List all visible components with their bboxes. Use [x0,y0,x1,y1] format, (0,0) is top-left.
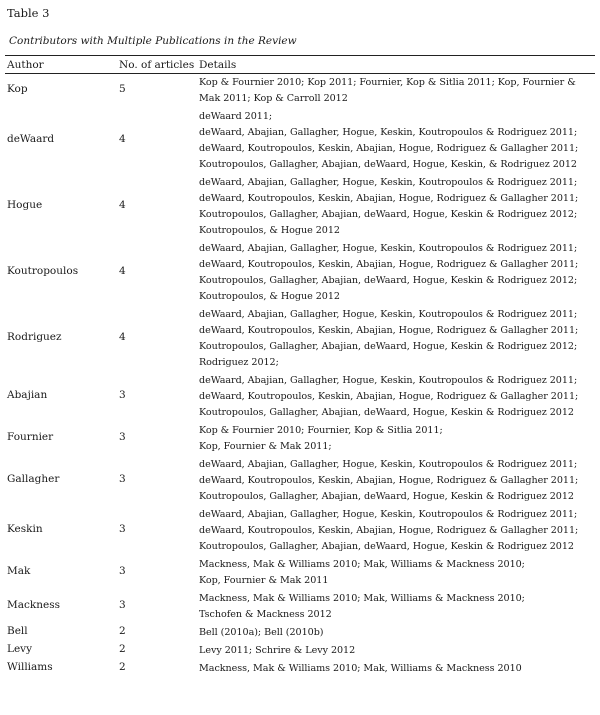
author-cell: Levy [7,643,33,655]
table-row [0,591,600,625]
table-row [0,109,600,175]
table-row [0,75,600,109]
details-line: Rodriguez 2012; [199,357,279,368]
details-line: deWaard 2011; [199,111,273,122]
details-line: deWaard, Koutropoulos, Keskin, Abajian, Hogue, Rodriguez & Gallagher 2011; [199,475,579,486]
details-cell [199,507,578,555]
author-cell: Williams [7,661,53,673]
details-line: deWaard, Abajian, Gallagher, Hogue, Keskin, Koutropoulos & Rodriguez 2011; [199,509,578,520]
details-line: Koutropoulos, Gallagher, Abajian, deWaard, Hogue, Keskin & Rodriguez 2012 [199,541,574,552]
table-row [0,643,600,661]
details-line: Koutropoulos, Gallagher, Abajian, deWaard, Hogue, Keskin & Rodriguez 2012; [199,341,578,352]
author-cell: Mak [7,565,31,577]
author-cell: deWaard [7,133,55,145]
details-line: Mackness, Mak & Williams 2010; Mak, Williams & Mackness 2010; [199,593,525,604]
table-row [0,241,600,307]
details-cell [199,241,578,305]
author-cell: Mackness [7,599,61,611]
article-count-cell: 4 [119,133,126,145]
author-cell: Abajian [7,389,48,401]
table-caption: Contributors with Multiple Publications in the Review [9,35,297,47]
author-cell: Rodriguez [7,331,62,343]
details-line: Mackness, Mak & Williams 2010; Mak, Williams & Mackness 2010 [199,663,522,674]
details-cell [199,75,576,107]
details-line: Bell (2010a); Bell (2010b) [199,627,324,638]
article-count-cell: 3 [119,565,126,577]
details-line: Tschofen & Mackness 2012 [199,609,332,620]
article-count-cell: 3 [119,473,126,485]
details-cell [199,625,323,641]
table-row [0,661,600,679]
column-header-details: Details [199,59,237,71]
details-line: Kop, Fournier & Mak 2011 [199,575,329,586]
table-header-rule [5,73,595,74]
table-row [0,457,600,507]
author-cell: Fournier [7,431,54,443]
author-cell: Hogue [7,199,43,211]
article-count-cell: 2 [119,643,126,655]
details-line: Kop & Fournier 2010; Kop 2011; Fournier, Kop & Sitlia 2011; Kop, Fournier & [199,77,576,88]
article-count-cell: 3 [119,431,126,443]
details-line: Koutropoulos, Gallagher, Abajian, deWaard, Hogue, Keskin & Rodriguez 2012 [199,407,574,418]
details-cell [199,591,525,623]
details-cell [199,307,578,371]
details-line: deWaard, Koutropoulos, Keskin, Abajian, Hogue, Rodriguez & Gallagher 2011; [199,325,579,336]
article-count-cell: 2 [119,625,126,637]
details-line: deWaard, Koutropoulos, Keskin, Abajian, Hogue, Rodriguez & Gallagher 2011; [199,193,579,204]
details-cell [199,175,578,239]
details-line: Mackness, Mak & Williams 2010; Mak, Williams & Mackness 2010; [199,559,525,570]
details-cell [199,373,578,421]
column-header-author: Author [7,59,44,71]
details-line: deWaard, Abajian, Gallagher, Hogue, Keskin, Koutropoulos & Rodriguez 2011; [199,177,578,188]
article-count-cell: 4 [119,331,126,343]
details-line: deWaard, Koutropoulos, Keskin, Abajian, Hogue, Rodriguez & Gallagher 2011; [199,391,579,402]
author-cell: Keskin [7,523,43,535]
table-row [0,423,600,457]
article-count-cell: 4 [119,199,126,211]
author-cell: Gallagher [7,473,60,485]
table-row [0,507,600,557]
details-cell [199,661,522,677]
table-row [0,625,600,643]
details-line: deWaard, Koutropoulos, Keskin, Abajian, Hogue, Rodriguez & Gallagher 2011; [199,525,579,536]
table-row [0,307,600,373]
table-label: Table 3 [7,6,50,20]
details-line: Levy 2011; Schrire & Levy 2012 [199,645,356,656]
details-line: Koutropoulos, Gallagher, Abajian, deWaard, Hogue, Keskin & Rodriguez 2012; [199,275,578,286]
details-cell [199,109,578,173]
author-cell: Kop [7,83,28,95]
details-line: Koutropoulos, Gallagher, Abajian, deWaard, Hogue, Keskin, & Rodriguez 2012 [199,159,577,170]
table-top-rule [5,55,595,56]
details-line: Koutropoulos, Gallagher, Abajian, deWaard, Hogue, Keskin & Rodriguez 2012 [199,491,574,502]
table-row [0,373,600,423]
column-header-count: No. of articles [119,59,195,71]
details-line: deWaard, Abajian, Gallagher, Hogue, Keskin, Koutropoulos & Rodriguez 2011; [199,459,578,470]
table-row [0,175,600,241]
article-count-cell: 2 [119,661,126,673]
details-line: Kop, Fournier & Mak 2011; [199,441,332,452]
details-line: Koutropoulos, & Hogue 2012 [199,291,340,302]
details-cell [199,423,443,455]
details-line: deWaard, Abajian, Gallagher, Hogue, Keskin, Koutropoulos & Rodriguez 2011; [199,309,578,320]
table-row [0,557,600,591]
article-count-cell: 3 [119,389,126,401]
article-count-cell: 5 [119,83,126,95]
details-line: deWaard, Abajian, Gallagher, Hogue, Keskin, Koutropoulos & Rodriguez 2011; [199,243,578,254]
details-cell [199,457,578,505]
details-cell [199,643,355,659]
article-count-cell: 3 [119,599,126,611]
details-line: deWaard, Koutropoulos, Keskin, Abajian, Hogue, Rodriguez & Gallagher 2011; [199,143,579,154]
author-cell: Bell [7,625,28,637]
details-line: deWaard, Koutropoulos, Keskin, Abajian, Hogue, Rodriguez & Gallagher 2011; [199,259,579,270]
article-count-cell: 3 [119,523,126,535]
details-line: Koutropoulos, & Hogue 2012 [199,225,340,236]
table-body [0,75,600,679]
author-cell: Koutropoulos [7,265,79,277]
details-line: Koutropoulos, Gallagher, Abajian, deWaard, Hogue, Keskin & Rodriguez 2012; [199,209,578,220]
article-count-cell: 4 [119,265,126,277]
details-line: deWaard, Abajian, Gallagher, Hogue, Keskin, Koutropoulos & Rodriguez 2011; [199,127,578,138]
details-line: Mak 2011; Kop & Carroll 2012 [199,93,348,104]
details-cell [199,557,525,589]
details-line: Kop & Fournier 2010; Fournier, Kop & Sitlia 2011; [199,425,443,436]
details-line: deWaard, Abajian, Gallagher, Hogue, Keskin, Koutropoulos & Rodriguez 2011; [199,375,578,386]
